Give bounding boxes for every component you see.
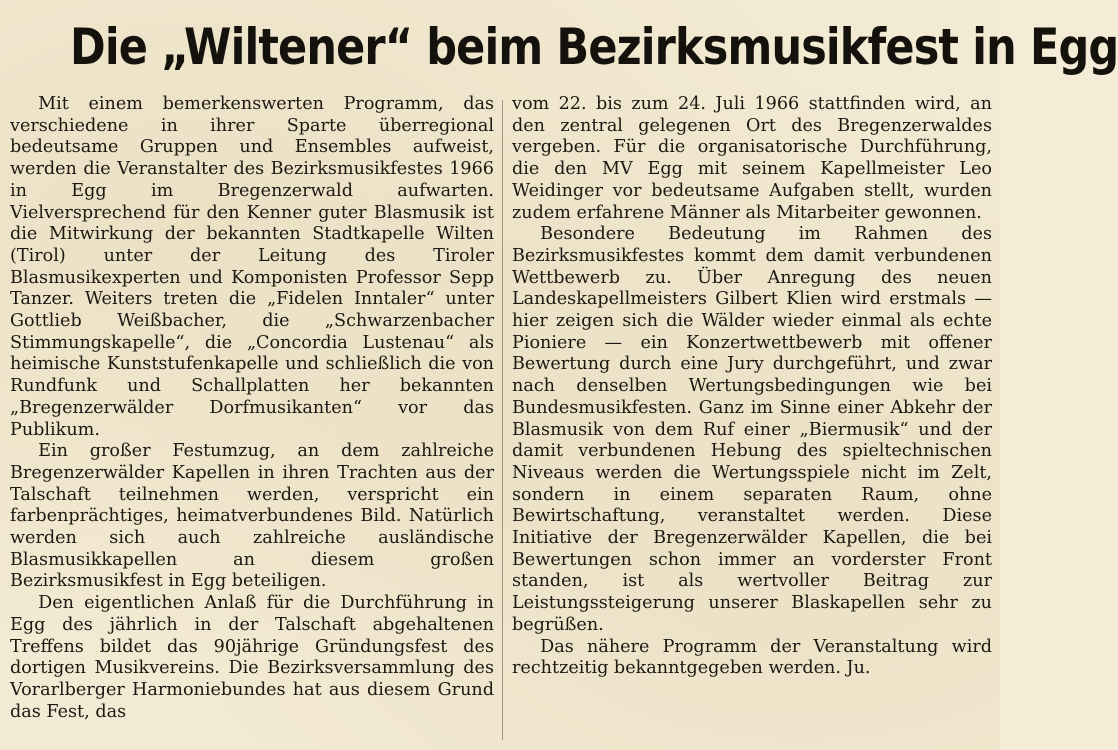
left-column <box>10 94 494 744</box>
article-headline: Die „Wiltener“ beim Bezirksmusikfest in Egg <box>70 18 1118 76</box>
paragraph-program: Mit einem bemerkenswerten Programm, das verschiedene in ihrer Sparte überregional bedeutsame Gruppen und Ensembles aufweist, werden die Veranstalter des Bezirksmusikfestes 1966 in Egg im Bregenzerwald aufwarten. Vielversprechend für den Kenner guter Blasmusik ist die Mitwirkung der bekannten Stadtkapelle Wilten (Tirol) unter der Leitung des Tiroler Blasmusikexperten und Komponisten Professor Sepp Tanzer. Weiters treten die „Fidelen Inntaler“ unter Gottlieb Weißbacher, die „Schwarzenbacher Stimmungskapelle“, die „Concordia Lustenau“ als heimische Kunststufenkapelle und schließlich die von Rundfunk und Schallplatten her bekannten „Bregenzerwälder Dorfmusikanten“ vor das Publikum. <box>10 94 494 440</box>
paragraph-wettbewerb: Besondere Bedeutung im Rahmen des Bezirksmusikfestes kommt dem damit verbundenen Wettbewerb zu. Über Anregung des neuen Landeskapellmeisters Gilbert Klien wird erstmals — hier zeigen sich die Wälder wieder einmal als echte Pioniere — ein Konzertwettbewerb mit offener Bewertung durch eine Jury durchgeführt, und zwar nach denselben Wertungsbedingungen wie bei Bundesmusikfesten. Ganz im Sinne einer Abkehr der Blasmusik von dem Ruf einer „Biermusik“ und der damit verbundenen Hebung des spieltechnischen Niveaus werden die Wertungsspiele nicht im Zelt, sondern in einem separaten Raum, ohne Bewirtschaftung, veranstaltet werden. Diese Initiative der Bregenzerwälder Kapellen, die bei Bewertungen schon immer an vorderster Front standen, ist als wertvoller Beitrag zur Leistungssteigerung unserer Blaskapellen sehr zu begrüßen. <box>512 224 992 635</box>
paragraph-festumzug: Ein großer Festumzug, an dem zahlreiche Bregenzerwälder Kapellen in ihren Trachten aus der Talschaft teilnehmen werden, verspricht ein farbenprächtiges, heimatverbundenes Bild. Natürlich werden sich auch zahlreiche ausländische Blasmusikkapellen an diesem großen Bezirksmusikfest in Egg beteiligen. <box>10 441 494 592</box>
column-divider <box>502 100 503 740</box>
paragraph-programm-hinweis: Das nähere Programm der Veranstaltung wird rechtzeitig bekanntgegeben werden. Ju. <box>512 636 992 679</box>
paragraph-anlass: Den eigentlichen Anlaß für die Durchführung in Egg des jährlich in der Talschaft abgehaltenen Treffens bildet das 90jährige Gründungsfest des dortigen Musikvereins. Die Bezirksversammlung des Vorarlberger Harmoniebundes hat aus diesem Grund das Fest, das <box>10 593 494 722</box>
paragraph-continuation: vom 22. bis zum 24. Juli 1966 stattfinden wird, an den zentral gelegenen Ort des Bregenzerwaldes vergeben. Für die organisatorische Durchführung, die den MV Egg mit seinem Kapellmeister Leo Weidinger vor bedeutsame Aufgaben stellt, wurden zudem erfahrene Männer als Mitarbeiter gewonnen. <box>512 94 992 223</box>
right-column <box>512 94 992 744</box>
